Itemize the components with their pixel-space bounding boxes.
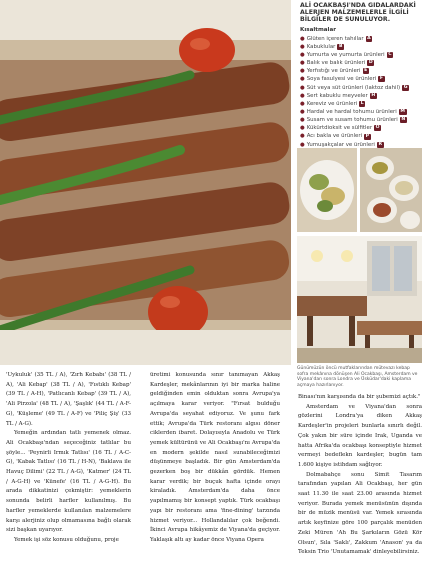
list-item: ● Glüten içeren tahıllar A: [300, 35, 371, 42]
list-item: ● Kükürtdioksit ve sülfitler O: [300, 125, 380, 132]
bullet-icon: ●: [300, 68, 305, 75]
paragraph: 'Uykuluk' (35 TL / A), 'Zırh Kebabı' (38 TL / A), 'Ali Kebap' (38 TL / A), 'Fıstıklı Kebap' (39 TL / A-H), 'Patlıcanlı Kebap' (39 TL / A), 'Ali Pirzola' (48 TL / A), 'Şaşlık' (44 TL / A-F-G), 'Küşleme' (49 TL / A-F) ve 'Piliç Şiş' (33 TL / A-G).: [6, 372, 131, 427]
restaurant-interior-illustration: [297, 236, 422, 363]
list-item: ● Yerfıstığı ve ürünleri E: [300, 68, 368, 75]
allergen-code-badge: D: [368, 60, 373, 66]
list-item: ● Süt veya süt ürünleri (laktoz dahil) G: [300, 84, 408, 91]
allergen-list: [300, 35, 422, 149]
kebab-platter-photo: [0, 0, 291, 365]
allergen-code-badge: O: [375, 125, 380, 131]
allergen-box-subtitle: Kısaltmalar: [300, 26, 337, 33]
bullet-icon: ●: [300, 141, 305, 148]
paragraph: Dolmabahçe sonu Simit Tasarım tarafından yapılan Ali Ocakbaşı, her gün saat 11.30 ile saat 23.00 arasında hizmet veriyor. Burada yemek menüsünün dışında bir de müzik menüsü var. Yemek sırasında artık keyfinize göre 100 parçalık menüden Zeki Müren 'Ah Bu Şarkıların Gözü Kör Olsun', Sıla 'Saklı', Zakkum 'Anason' ya da Teksin Trio 'Unutamamak' dinleyebilirsiniz.: [298, 471, 422, 556]
bullet-icon: ●: [300, 100, 305, 107]
allergen-code-badge: G: [403, 84, 408, 90]
article-column-2: [150, 371, 280, 546]
allergen-code-badge: H: [371, 92, 376, 98]
kebab-platter-illustration: [0, 0, 291, 365]
allergen-info-box: [300, 2, 422, 149]
allergen-code-badge: E: [364, 68, 368, 74]
bullet-icon: ●: [300, 51, 305, 58]
allergen-box-title: ALİ OCAKBAŞI'NDA GIDALARDAKİ ALERJEN MALZEMELERLE İLGİLİ BİLGİLER DE SUNULUYOR.: [300, 2, 416, 24]
appetizer-photo-2: [360, 148, 422, 232]
list-item: ● Susam ve susam tohumu ürünleri N: [300, 117, 406, 124]
paragraph: Yemek işi söz konusu olduğunu, proje: [14, 536, 119, 543]
article-column-3: [298, 393, 422, 558]
paragraph: Binası'nın karşısında da bir şubemizi açtık.": [298, 394, 421, 400]
appetizer-photo-1: [297, 148, 357, 232]
bullet-icon: ●: [300, 117, 305, 124]
allergen-code-badge: B: [338, 43, 343, 49]
bullet-icon: ●: [300, 92, 305, 99]
allergen-code-badge: A: [367, 35, 371, 41]
photo-caption: Günümüzün öncü mutfaklarından mütevazı kebap sofra mekânına dönüşen Ali Ocakbaşı, Amsterdam ve Viyana'dan sonra Londra ve Üsküdar'daki kaplama açmaya hazırlanıyor.: [297, 366, 418, 388]
list-item: ● Yumurta ve yumurta ürünleri C: [300, 51, 392, 58]
paragraph: üretimi konusunda sınır tanımayan Akkaş Kardeşler, mekânlarının iyi bir marka haline geldiğinden emin olduktan sonra Avrupa'ya açılmaya karar veriyor. "Fırsat bulduğu Avrupa'da seyahat ediyoruz. Ve şunu fark ettik; Avrupa'da Türk restoranı algısı döner ciklerden ibaret. Dolayısıyla Anadolu ve Türk yemek kültürünü ve Ali Ocakbaşı'nı Avrupa'da en modern şekilde nasıl sunabileceğimizi düşünmeye başladık. Bir gün Amsterdam'da gezerken boş bir dükkân gördük. Hemen karar verdik; bir buçuk hafta içinde orayı kiraladık. Amsterdam'da daha önce yapılmamış bir konsept yaptık. Türk ocakbaşı yapı bir restoranı ama 'fine-dining' tarzında hizmet veriyor... Hollandalılar çok beğendi. İkinci Avrupa hikâyemiz de Viyana'da geçiyor. Yaklaşık altı ay kadar önce Viyana Opera: [150, 372, 280, 543]
list-item: ● Yumuşakçalar ve ürünleri R: [300, 141, 383, 148]
bullet-icon: ●: [300, 76, 305, 83]
allergen-code-badge: C: [388, 52, 392, 57]
restaurant-interior-photo: [297, 236, 422, 363]
list-item: ● Balık ve balık ürünleri D: [300, 60, 373, 67]
list-item: ● Soya fasulyesi ve ürünleri F: [300, 76, 384, 83]
allergen-code-badge: N: [401, 117, 406, 123]
bullet-icon: ●: [300, 125, 305, 132]
list-item: ● Sert kabuklu meyveler H: [300, 92, 376, 99]
appetizer-plate-illustration: [297, 148, 357, 232]
allergen-code-badge: F: [379, 76, 384, 82]
article-column-1: [6, 371, 131, 546]
bullet-icon: ●: [300, 133, 305, 140]
bullet-icon: ●: [300, 35, 305, 42]
allergen-code-badge: R: [378, 141, 383, 147]
list-item: ● Hardal ve hardal tohumu ürünleri M: [300, 109, 405, 116]
paragraph: Amsterdam ve Viyana'dan sonra gözlerini Londra'ya diken Akkaş Kardeşler'in projeleri bunlarla sınırlı değil. Çok yakın bir süre içinde Irak, Uganda ve hatta Afrika'da ocakbaşı konseptiyle hizmet vermeyi bedeflekn kardeşler, bugün tam 1.600 kişiye istihdam sağlıyor.: [298, 403, 422, 468]
paragraph: Yemeğin ardından tatlı yemenek olmaz. Ali Ocakbaşı'ndan seçeceğiniz tatlılar bu şöyle... 'Peynirli Irmık Tatlısı' (16 TL / A-C-G), 'Kabak Tatlısı' (16 TL / H-N), 'Baklava ile Havuç Dilimi' (22 TL / A-G), 'Katmer' (24 TL / A-G-H) ve 'Künefe' (16 TL / A-G-H). Bu arada dikkatinizi çekmiştir: yemeklerin sonunda belirli harfler kullanılmış. Bu harfler yemeklerde kullanılan malzemelere karşı alerjiniz olup olmamasına bağlı olarak sizi başkan uyarıyor.: [6, 430, 131, 534]
bullet-icon: ●: [300, 84, 305, 91]
meze-plates-illustration: [360, 148, 422, 232]
allergen-code-badge: L: [360, 100, 364, 106]
bullet-icon: ●: [300, 109, 305, 116]
list-item: ● Kereviz ve ürünleri L: [300, 100, 364, 107]
list-item: ● Acı bakla ve ürünleri P: [300, 133, 370, 140]
allergen-code-badge: M: [400, 109, 405, 115]
list-item: ● Kabuklular B: [300, 43, 343, 50]
bullet-icon: ●: [300, 43, 305, 50]
bullet-icon: ●: [300, 60, 305, 67]
allergen-code-badge: P: [365, 133, 370, 139]
